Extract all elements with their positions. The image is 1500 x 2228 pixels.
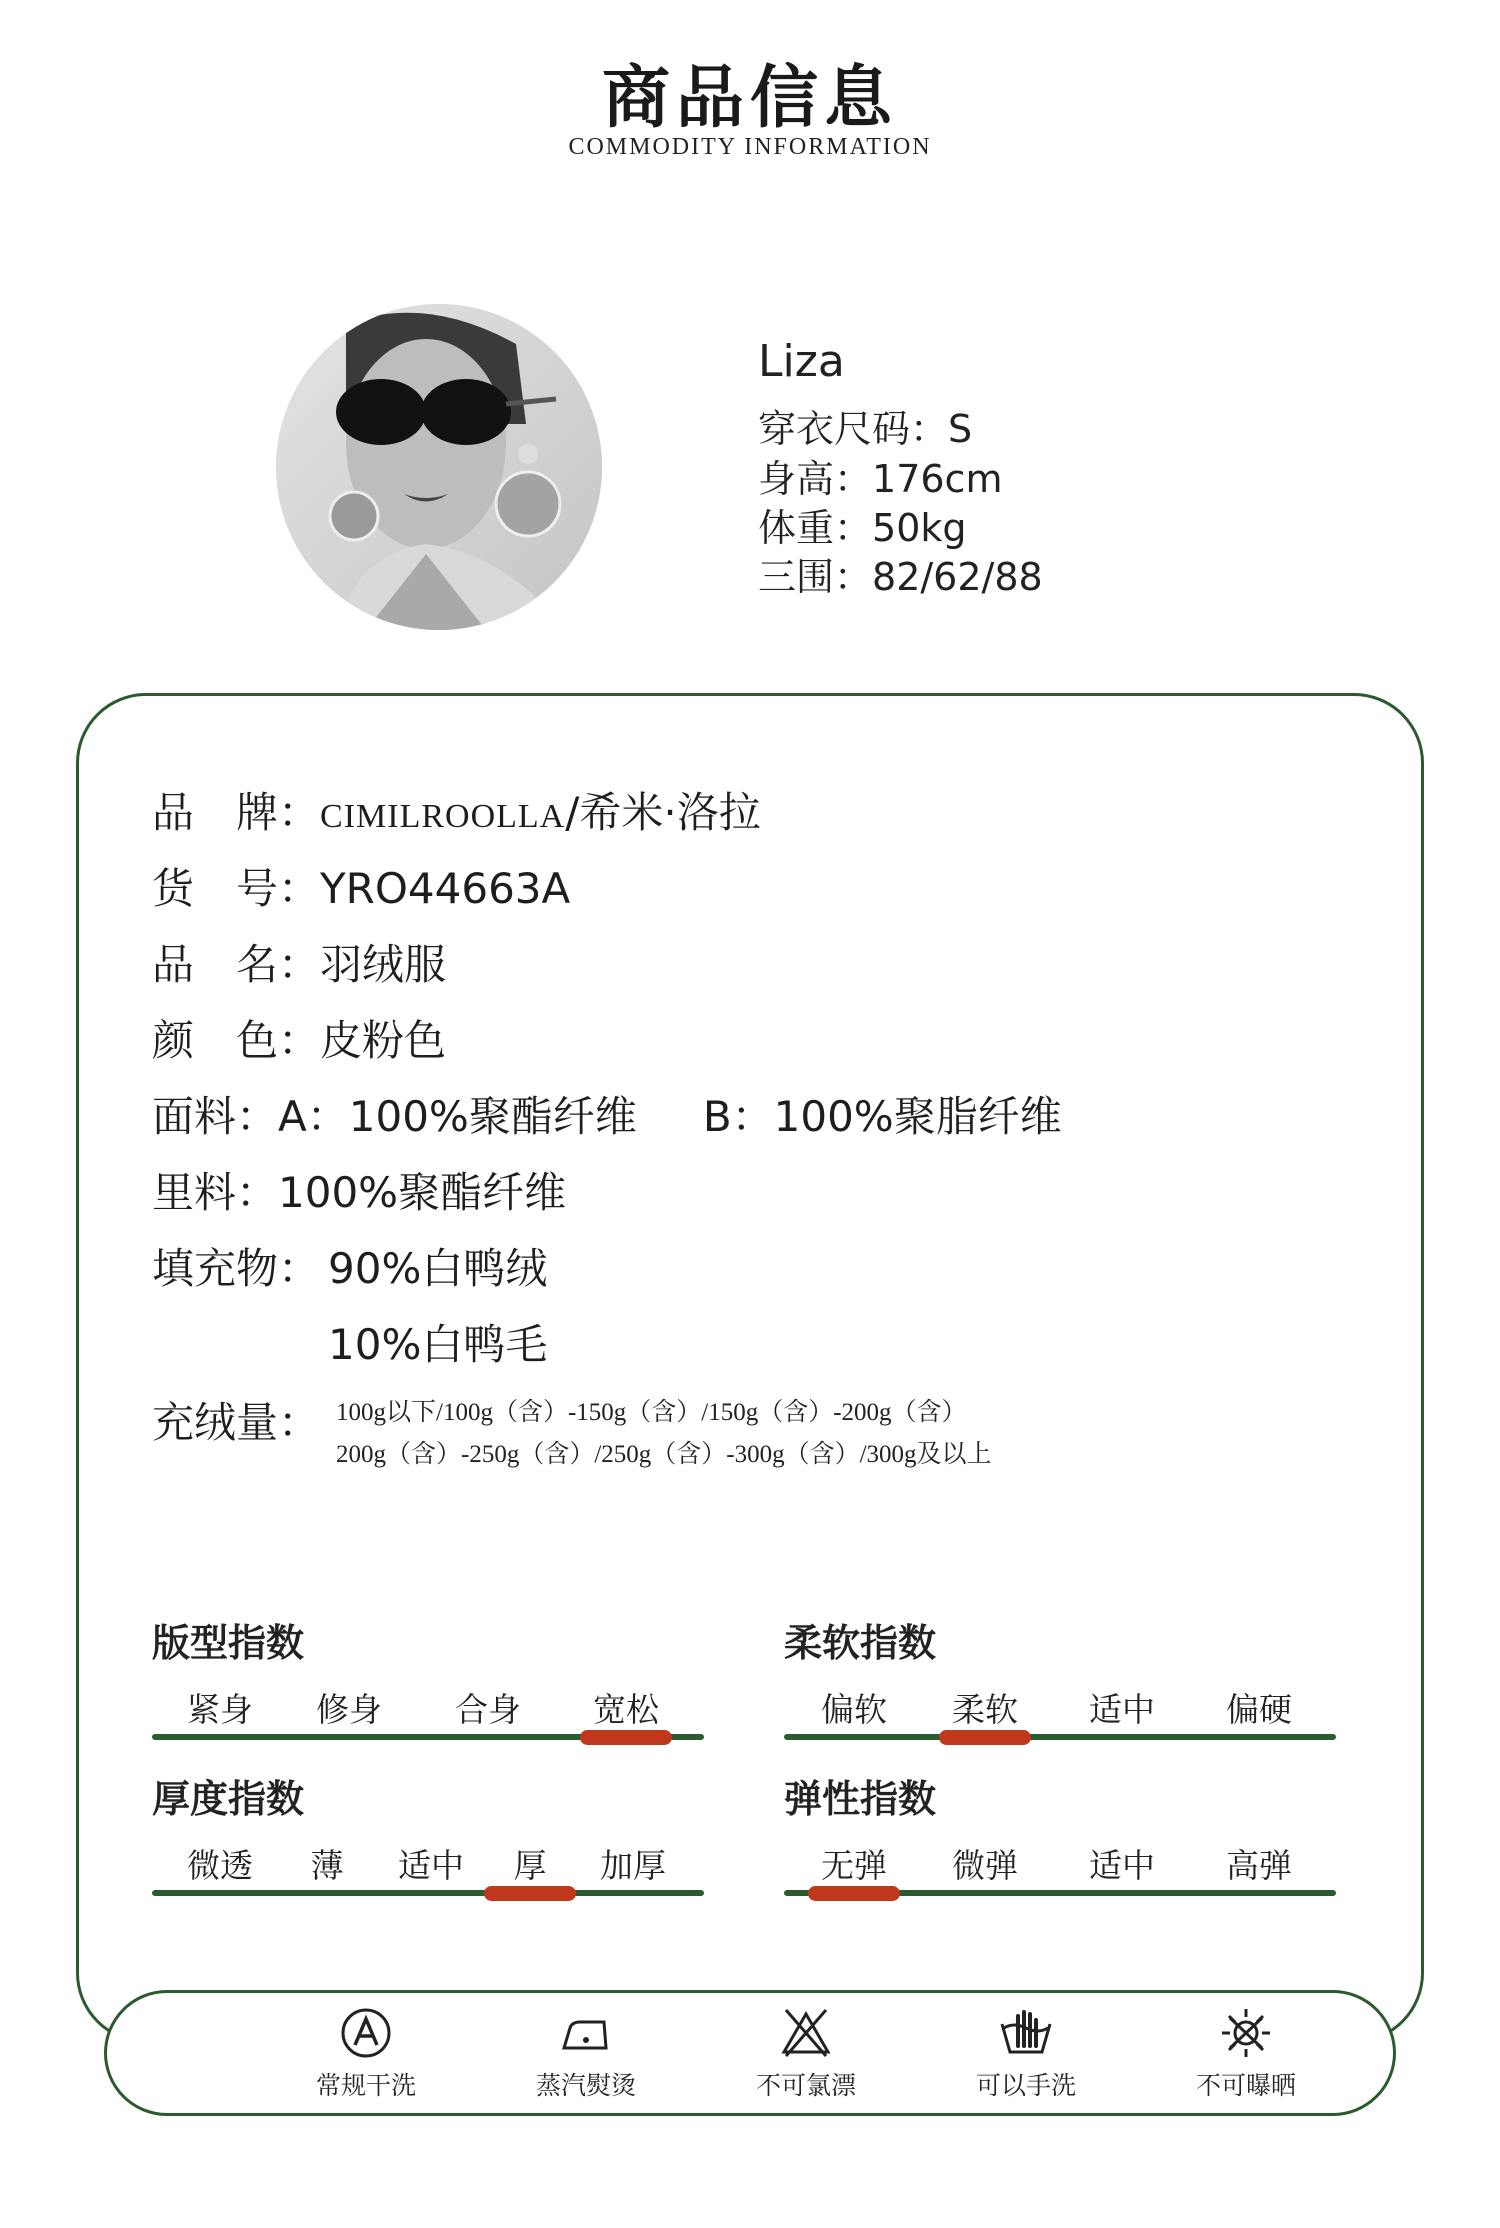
- elasticity-option: 无弹: [821, 1846, 887, 1885]
- model-name: Liza: [758, 336, 845, 387]
- product-name-row: [152, 932, 446, 992]
- no-sun-dry-icon: [1218, 2006, 1274, 2060]
- care-item-no-sun-dry: [1166, 2006, 1326, 2102]
- care-label-steam-iron: 蒸汽熨烫: [535, 2071, 636, 2100]
- model-height-value: 176cm: [872, 457, 1003, 501]
- fit-option: 宽松: [593, 1690, 659, 1729]
- fill-amount-line-1: 100g以下/100g（含）-150g（含）/150g（含）-200g（含）: [336, 1399, 967, 1426]
- thickness-option: 薄: [310, 1846, 344, 1885]
- filling-row-2: [328, 1312, 547, 1372]
- softness-option: 偏硬: [1226, 1690, 1292, 1729]
- fill-amount-label: 充绒量：: [152, 1398, 321, 1447]
- fit-option: 修身: [316, 1690, 382, 1729]
- elasticity-index-scale: [784, 1840, 1336, 1900]
- model-portrait-image: [276, 304, 602, 630]
- fabric-b-value: B：100%聚脂纤维: [702, 1092, 1062, 1141]
- dry-clean-a-icon: [338, 2006, 394, 2060]
- sku-label: 货 号：: [152, 864, 321, 913]
- brand-name-cn: /希米·洛拉: [565, 788, 761, 837]
- elasticity-option: 高弹: [1226, 1846, 1292, 1885]
- no-bleach-icon: [778, 2006, 834, 2060]
- model-height-row: [758, 448, 1002, 503]
- model-size-row: [758, 398, 972, 453]
- care-item-hand-wash: [946, 2006, 1106, 2102]
- care-item-steam-iron: [506, 2006, 666, 2102]
- fabric-a-value: A：100%聚酯纤维: [278, 1092, 637, 1141]
- lining-row: [152, 1160, 566, 1220]
- fit-index-title: 版型指数: [152, 1621, 305, 1665]
- thickness-selected-marker: [484, 1886, 576, 1901]
- fit-selected-marker: [580, 1730, 672, 1745]
- thickness-index-title: 厚度指数: [152, 1777, 305, 1821]
- softness-scale-line: [784, 1734, 1336, 1740]
- lining-value: 100%聚酯纤维: [278, 1168, 567, 1217]
- fill-amount-line-2: 200g（含）-250g（含）/250g（含）-300g（含）/300g及以上: [336, 1441, 992, 1468]
- thickness-option: 微透: [187, 1846, 253, 1885]
- filling-label: 填充物：: [152, 1244, 321, 1293]
- model-avatar: [276, 304, 602, 630]
- brand-row: [152, 780, 761, 840]
- page-title: 商品信息: [601, 58, 898, 138]
- care-label-no-sun-dry: 不可曝晒: [1195, 2071, 1296, 2100]
- product-name-value: 羽绒服: [320, 940, 447, 989]
- fit-option: 紧身: [187, 1690, 253, 1729]
- softness-selected-marker: [939, 1730, 1031, 1745]
- thickness-scale-line: [152, 1890, 704, 1896]
- page-subtitle: COMMODITY INFORMATION: [568, 134, 932, 160]
- steam-iron-icon: [558, 2006, 614, 2060]
- model-measurements-label: 三围：: [758, 555, 873, 599]
- model-weight-label: 体重：: [758, 506, 873, 550]
- model-measurements-row: [758, 546, 1043, 601]
- thickness-option: 加厚: [600, 1846, 666, 1885]
- product-name-label: 品 名：: [152, 940, 321, 989]
- model-size-value: S: [948, 407, 973, 451]
- brand-name-en: CIMILROOLLA: [320, 798, 566, 835]
- filling-value-down: 90%白鸭绒: [328, 1244, 548, 1293]
- care-label-no-bleach: 不可氯漂: [755, 2071, 856, 2100]
- care-item-no-bleach: [726, 2006, 886, 2102]
- model-measurements-value: 82/62/88: [872, 555, 1043, 599]
- filling-value-feather: 10%白鸭毛: [328, 1320, 548, 1369]
- model-weight-row: [758, 497, 967, 552]
- hand-wash-icon: [998, 2006, 1054, 2060]
- fabric-label: 面料：: [152, 1092, 279, 1141]
- lining-label: 里料：: [152, 1168, 279, 1217]
- brand-label: 品 牌：: [152, 788, 321, 837]
- care-item-dry-clean: [286, 2006, 446, 2102]
- softness-index-scale: [784, 1684, 1336, 1744]
- sku-row: [152, 856, 570, 916]
- model-height-label: 身高：: [758, 457, 873, 501]
- softness-index-title: 柔软指数: [784, 1621, 937, 1665]
- fit-index-scale: [152, 1684, 704, 1744]
- thickness-index-scale: [152, 1840, 704, 1900]
- softness-option: 偏软: [821, 1690, 887, 1729]
- color-value: 皮粉色: [320, 1016, 447, 1065]
- elasticity-index-title: 弹性指数: [784, 1777, 937, 1821]
- thickness-option: 适中: [398, 1846, 464, 1885]
- thickness-option: 厚: [513, 1846, 547, 1885]
- fabric-row: [152, 1084, 1062, 1144]
- elasticity-selected-marker: [808, 1886, 900, 1901]
- fit-option: 合身: [455, 1690, 521, 1729]
- sku-value: YRO44663A: [320, 864, 571, 913]
- color-label: 颜 色：: [152, 1016, 321, 1065]
- elasticity-option: 适中: [1089, 1846, 1155, 1885]
- softness-option: 适中: [1089, 1690, 1155, 1729]
- care-label-hand-wash: 可以手洗: [975, 2071, 1076, 2100]
- filling-row: [152, 1236, 547, 1296]
- model-weight-value: 50kg: [872, 506, 967, 550]
- care-label-dry-clean: 常规干洗: [315, 2071, 416, 2100]
- model-size-label: 穿衣尺码：: [758, 407, 949, 451]
- softness-option: 柔软: [952, 1690, 1018, 1729]
- elasticity-option: 微弹: [952, 1846, 1018, 1885]
- color-row: [152, 1008, 446, 1068]
